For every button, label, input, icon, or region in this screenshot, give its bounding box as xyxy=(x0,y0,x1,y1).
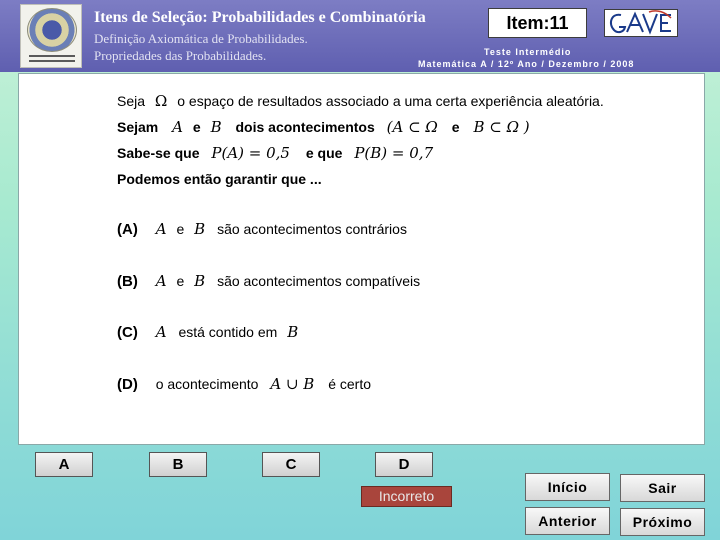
school-seal-icon xyxy=(27,8,77,52)
option-d: (D) o acontecimento A ∪ B é certo xyxy=(117,375,372,393)
page-subtitle-1: Definição Axiomática de Probabilidades. xyxy=(94,31,308,46)
question-line-4: Podemos então garantir que ... xyxy=(117,171,322,187)
option-a: (A) A e B são acontecimentos contrários xyxy=(117,220,407,238)
answer-a-button[interactable]: A xyxy=(35,452,93,477)
question-line-2: Sejam A e B dois acontecimentos (A ⊂ Ω e B ⊂ Ω ) xyxy=(117,118,530,136)
option-c: (C) A está contido em B xyxy=(117,323,299,341)
feedback-message: Incorreto xyxy=(361,486,452,507)
answer-c-button[interactable]: C xyxy=(262,452,320,477)
previous-button[interactable]: Anterior xyxy=(525,507,610,535)
home-button[interactable]: Início xyxy=(525,473,610,501)
gave-logo-icon xyxy=(604,9,678,37)
page-subtitle-2: Propriedades das Probabilidades. xyxy=(94,48,267,63)
next-button[interactable]: Próximo xyxy=(620,508,705,536)
option-b: (B) A e B são acontecimentos compatíveis xyxy=(117,272,421,290)
answer-d-button[interactable]: D xyxy=(375,452,433,477)
page-title: Itens de Seleção: Probabilidades e Combinatória xyxy=(94,9,426,26)
source-label-2: Matemática A / 12º Ano / Dezembro / 2008 xyxy=(418,59,635,69)
answer-b-button[interactable]: B xyxy=(149,452,207,477)
school-logo xyxy=(20,4,82,68)
source-label-1: Teste Intermédio xyxy=(484,47,572,57)
question-panel xyxy=(18,73,705,445)
exit-button[interactable]: Sair xyxy=(620,474,705,502)
question-line-3: Sabe-se que P(A) = 0,5 e que P(B) = 0,7 xyxy=(117,144,434,162)
question-line-1: Seja Ω o espaço de resultados associado a uma certa experiência aleatória. xyxy=(117,92,604,110)
item-number-label: Item:11 xyxy=(488,8,587,38)
